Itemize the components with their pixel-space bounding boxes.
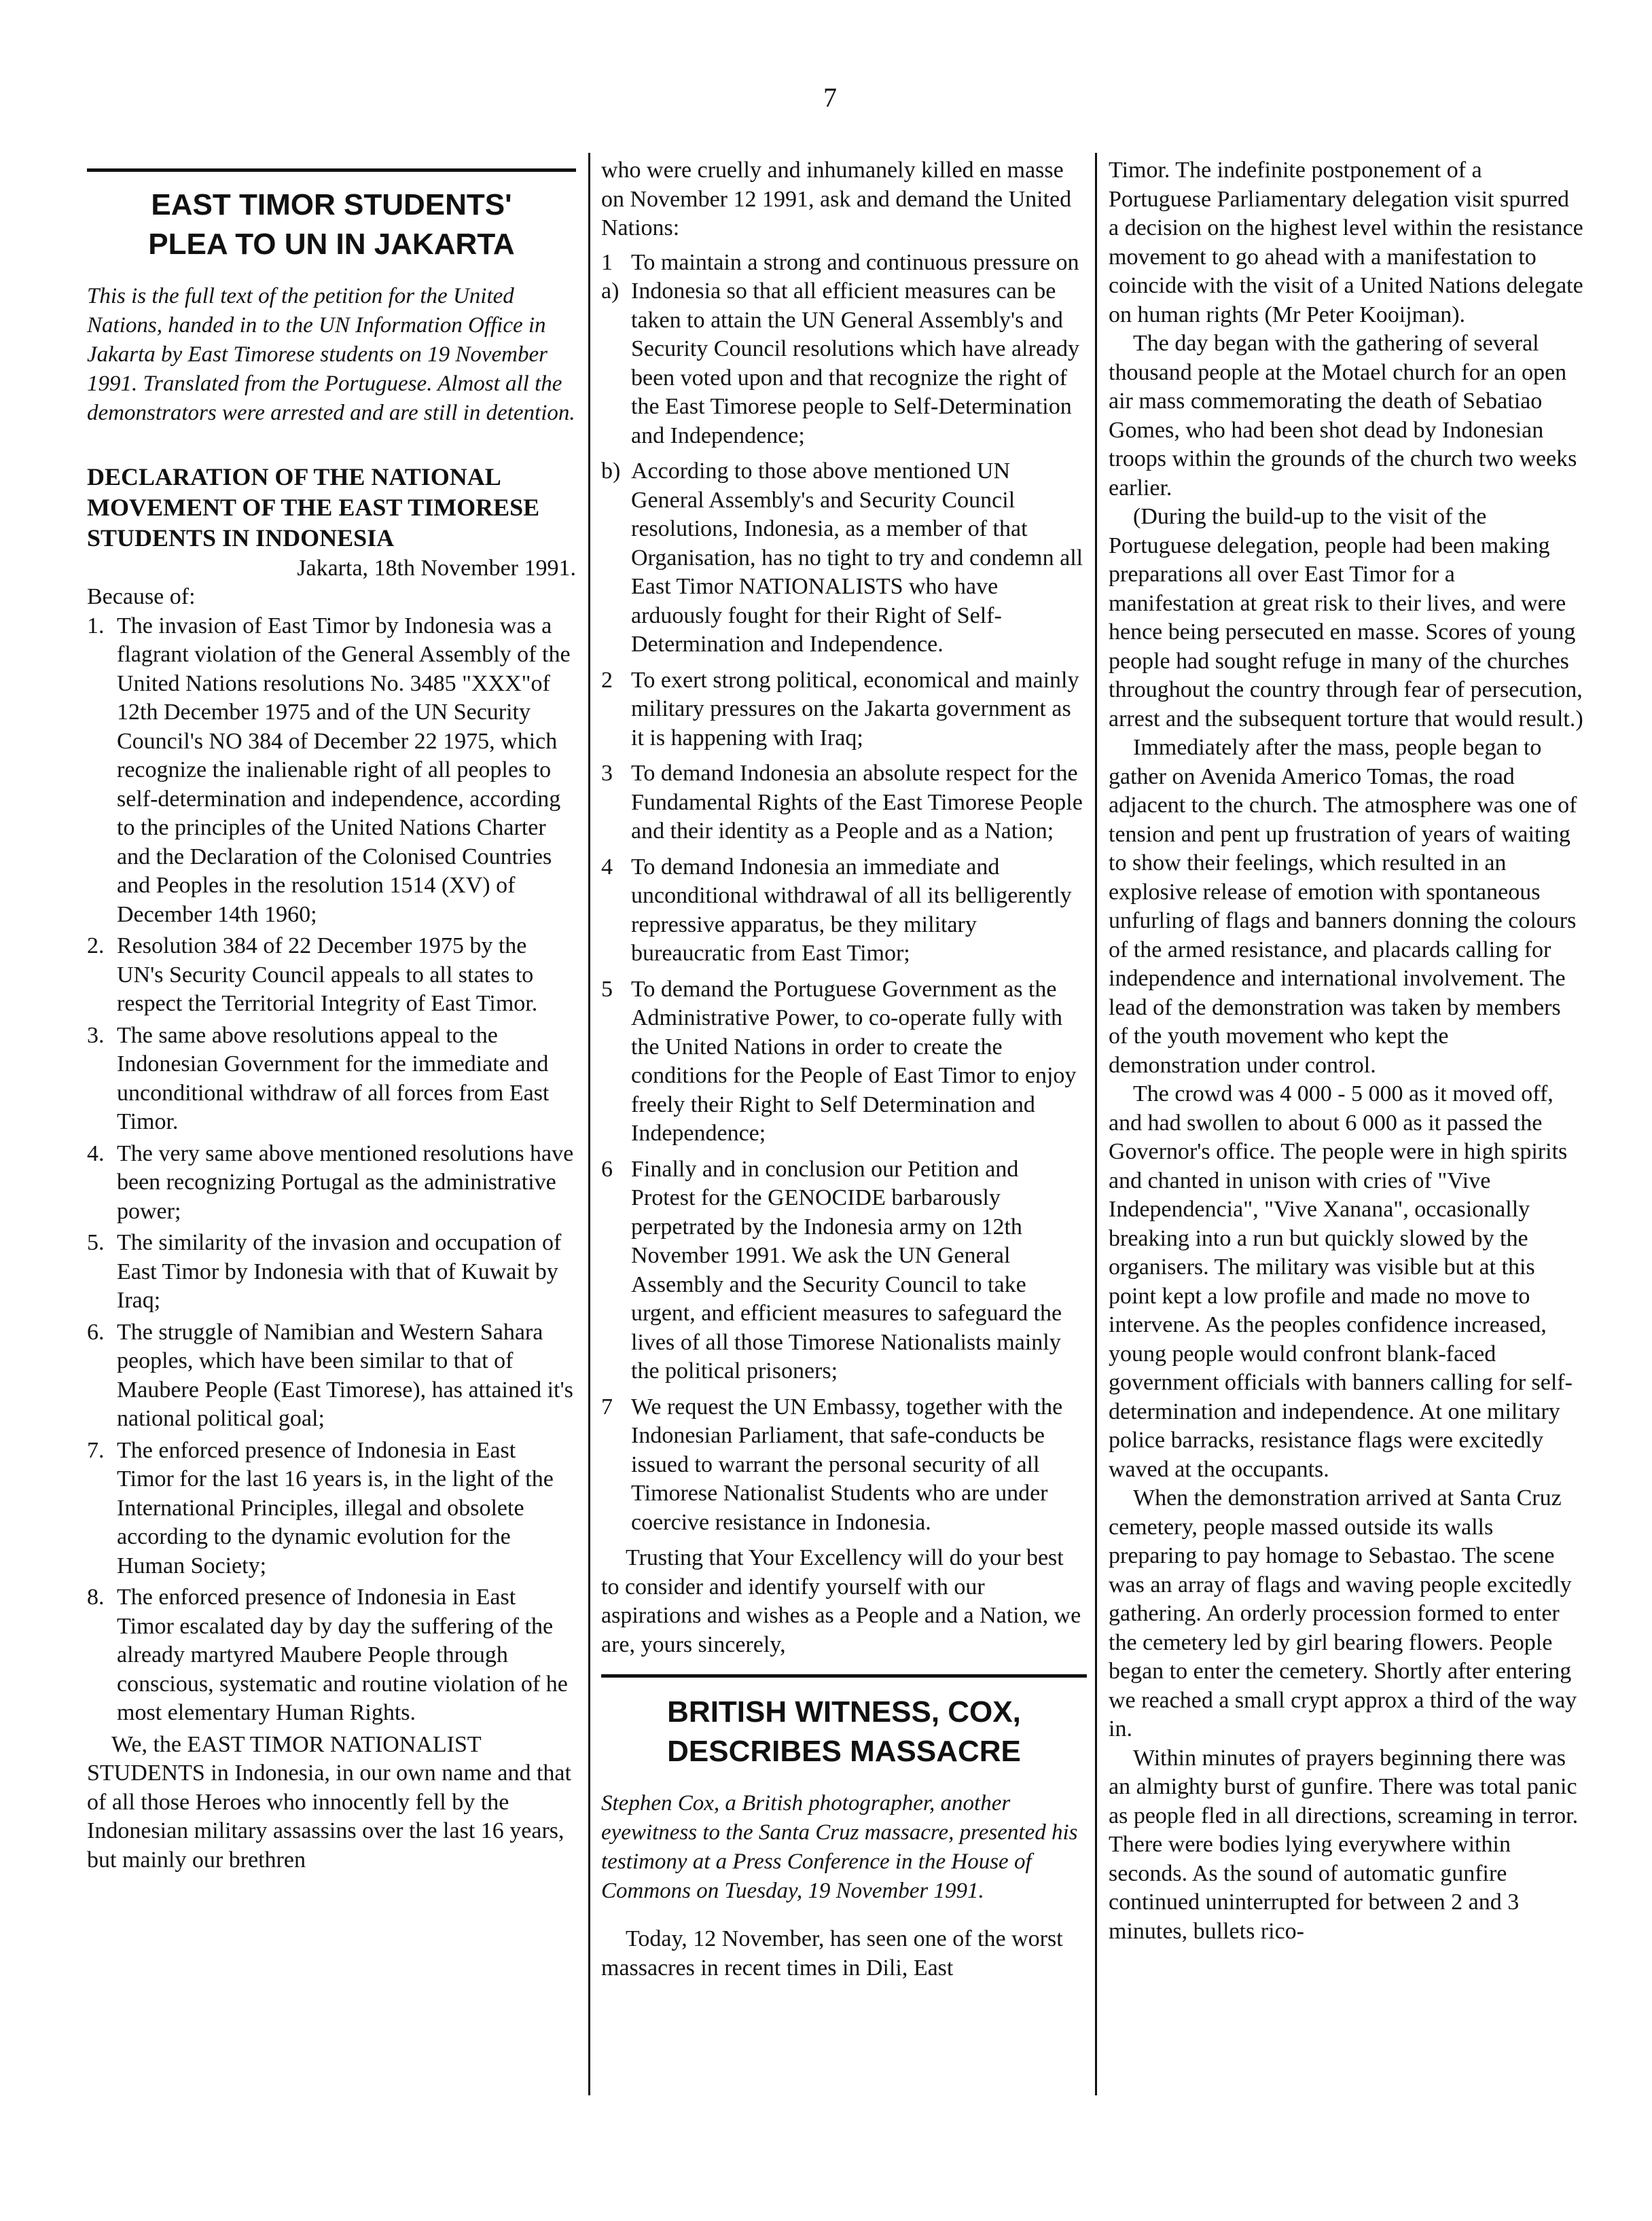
item-number: 6	[601, 1156, 613, 1182]
demands-list	[601, 249, 1087, 1538]
list-item	[87, 1229, 576, 1316]
article2-paragraph-3: (During the build-up to the visit of the Portuguese delegation, people had been making preparations all over East Timor for a manifestation at great risk to their lives, and were hence being persecuted en masse. Scores of young people had sought refuge in many of the churches throughout the country through fear of persecution, arrest and the subsequent torture that would result.)	[1109, 504, 1583, 732]
item-number: 3	[601, 761, 613, 786]
item-number: 3.	[87, 1022, 105, 1048]
because-label: Because of:	[87, 584, 196, 609]
item-number: 4.	[87, 1140, 105, 1166]
article2-paragraph-1: Today, 12 November, has seen one of the worst massacres in recent times in Dili, East	[601, 1926, 1063, 1981]
article2-paragraph-4: Immediately after the mass, people began to gather on Avenida Americo Tomas, the road adjacent to the church. The atmosphere was one of tension and pent up frustration of years of waiting to show their feelings, which resulted in an explosive release of emotion with spontaneous unfurling of flags and banners donning the colours of the armed resistance, and placards calling for independence and international involvement. The lead of the demonstration was taken by members of the youth movement who kept the demonstration under control.	[1109, 735, 1577, 1078]
column-divider	[1095, 153, 1097, 2095]
continuation-paragraph: who were cruelly and inhumanely killed en masse on November 12 1991, ask and demand the United Nations:	[601, 158, 1072, 240]
column-1	[87, 156, 576, 1875]
article1-headline-line2: PLEA TO UN IN JAKARTA	[148, 228, 515, 261]
item-number: 8.	[87, 1585, 105, 1610]
item-text: To exert strong political, economical and mainly military pressures on the Jakarta government as it is happening with Iraq;	[631, 667, 1079, 751]
article2-intro: Stephen Cox, a British photographer, another eyewitness to the Santa Cruz massacre, presented his testimony at a Press Conference in the House of Commons on Tuesday, 19 November 1991.	[601, 1791, 1078, 1903]
item-number: 7.	[87, 1437, 105, 1463]
headline-rule	[87, 168, 576, 172]
list-item	[87, 612, 576, 930]
we-paragraph: We, the EAST TIMOR NATIONALIST STUDENTS in Indonesia, in our own name and that of all those Heroes who innocently fell by the Indonesian military assassins over the last 16 years, but mainly our brethren	[87, 1731, 571, 1873]
item-number: 5	[601, 976, 613, 1002]
list-item	[601, 249, 1087, 451]
page-number: 7	[823, 82, 837, 113]
list-item	[87, 1583, 576, 1728]
item-text: The enforced presence of Indonesia in East Timor for the last 16 years is, in the light of the International Principles, illegal and obsolete according to the dynamic evolution for the Human Society;	[117, 1437, 554, 1578]
article2-paragraph-5: The crowd was 4 000 - 5 000 as it moved off, and had swollen to about 6 000 as it passed the Governor's office. The people were in high spirits and chanted in unison with cries of "Vive Independencia", "Vive Xanana", occasionally breaking into a run but quickly slowed by the organisers. The military was visible but at this point kept a low profile and made no move to intervene. As the peoples confidence increased, young people would confront blank-faced government officials with banners calling for self-determination and independence. At one military police barracks, resistance flags were excitedly waved at the occupants.	[1109, 1081, 1573, 1482]
item-text: The very same above mentioned resolutions have been recognizing Portugal as the administrative power;	[117, 1140, 574, 1224]
item-number: 6.	[87, 1319, 105, 1345]
closing-paragraph: Trusting that Your Excellency will do your best to consider and identify yourself with our aspirations and wishes as a People and a Nation, we are, yours sincerely,	[601, 1545, 1081, 1657]
item-text: To demand Indonesia an immediate and unconditional withdrawal of all its belligerently repressive apparatus, be they military bureaucratic from East Timor;	[631, 854, 1072, 966]
list-item	[601, 1393, 1087, 1538]
item-text: To maintain a strong and continuous pressure on Indonesia so that all efficient measures can be taken to attain the UN General Assembly's and Security Council resolutions which have already been voted upon and that recognize the right of the East Timorese people to Self-Determination and Independence;	[631, 249, 1079, 448]
item-text: The invasion of East Timor by Indonesia was a flagrant violation of the General Assembly of the United Nations resolutions No. 3485 "XXX"of 12th December 1975 and of the UN Security Council's NO 384 of December 22 1975, which recognize the inalienable right of all peoples to self-determination and independence, according to the principles of the United Nations Charter and the Declaration of the Colonised Countries and Peoples in the resolution 1514 (XV) of December 14th 1960;	[117, 613, 571, 927]
item-text: To demand Indonesia an absolute respect for the Fundamental Rights of the East Timorese People and their identity as a People and as a Nation;	[631, 761, 1083, 844]
item-number: 7	[601, 1394, 613, 1420]
reasons-list	[87, 612, 576, 1728]
list-item	[87, 1318, 576, 1434]
list-item	[601, 457, 1087, 660]
item-number: 1.	[87, 613, 105, 638]
item-number: 1 a)	[601, 249, 620, 304]
article2-paragraph-7: Within minutes of prayers beginning there was an almighty burst of gunfire. There was total panic as people fled in all directions, screaming in terror. There were bodies lying everywhere within seconds. As the sound of automatic gunfire continued uninterrupted for between 2 and 3 minutes, bullets rico-	[1109, 1745, 1579, 1944]
article2-paragraph-6: When the demonstration arrived at Santa Cruz cemetery, people massed outside its walls preparing to pay homage to Sebastao. The scene was an array of flags and waving people excitedly gathering. An orderly procession formed to enter the cemetery led by girl bearing flowers. People began to enter the cemetery. Shortly after entering we reached a small crypt approx a third of the way in.	[1109, 1485, 1577, 1741]
list-item	[601, 1155, 1087, 1386]
list-item	[87, 932, 576, 1019]
article1-intro: This is the full text of the petition for the United Nations, handed in to the UN Information Office in Jakarta by East Timorese students on 19 November 1991. Translated from the Portuguese. Almost all the demonstrators were arrested and are still in detention.	[87, 284, 575, 425]
column-divider	[588, 153, 590, 2095]
article2-paragraph-1-continued: Timor. The indefinite postponement of a Portuguese Parliamentary delegation visit spurred a decision on the highest level within the resistance movement to go ahead with a manifestation to coincide with the visit of a United Nations delegate on human rights (Mr Peter Kooijman).	[1109, 158, 1583, 327]
list-item	[87, 1437, 576, 1581]
item-text: The similarity of the invasion and occupation of East Timor by Indonesia with that of Kuwait by Iraq;	[117, 1230, 562, 1313]
column-2	[601, 156, 1087, 1983]
list-item	[601, 666, 1087, 753]
article2-headline-line1: BRITISH WITNESS, COX,	[667, 1695, 1021, 1729]
item-text: To demand the Portuguese Government as the Administrative Power, to co-operate fully with the United Nations in order to create the conditions for the People of East Timor to enjoy freely their Right to Self Determination and Independence;	[631, 976, 1077, 1146]
item-text: The enforced presence of Indonesia in East Timor escalated day by day the suffering of the already martyred Maubere People through conscious, systematic and routine violation of he most elementary Human Rights.	[117, 1585, 568, 1725]
list-item	[601, 759, 1087, 846]
item-text: The same above resolutions appeal to the Indonesian Government for the immediate and unconditional withdraw of all forces from East Timor.	[117, 1022, 550, 1134]
item-text: We request the UN Embassy, together with the Indonesian Parliament, that safe-conducts be issued to warrant the personal security of all Timorese Nationalist Students who are under coercive resistance in Indonesia.	[631, 1394, 1063, 1535]
item-text: Resolution 384 of 22 December 1975 by the UN's Security Council appeals to all states to respect the Territorial Integrity of East Timor.	[117, 933, 538, 1016]
article1-headline-line1: EAST TIMOR STUDENTS'	[151, 188, 512, 221]
list-item	[87, 1140, 576, 1227]
item-text: The struggle of Namibian and Western Sahara peoples, which have been similar to that of Maubere People (East Timorese), has attained it's national political goal;	[117, 1319, 573, 1431]
list-item	[601, 853, 1087, 969]
article1-headline	[87, 185, 576, 264]
article2-headline	[601, 1693, 1087, 1771]
item-text: According to those above mentioned UN General Assembly's and Security Council resolutions, Indonesia, as a member of that Organisation, has no tight to try and condemn all East Timor NATIONALISTS who have arduously fought for their Right of Self-Determination and Independence.	[631, 458, 1083, 657]
article2-paragraph-2: The day began with the gathering of several thousand people at the Motael church for an open air mass commemorating the death of Sebatiao Gomes, who had been shot dead by Indonesian troops within the grounds of the church two weeks earlier.	[1109, 331, 1577, 501]
item-text: Finally and in conclusion our Petition and Protest for the GENOCIDE barbarously perpetrated by the Indonesia army on 12th November 1991. We ask the UN General Assembly and the Security Council to take urgent, and efficient measures to safeguard the lives of all those Timorese Nationalists mainly the political prisoners;	[631, 1156, 1062, 1384]
item-number: b)	[601, 458, 621, 484]
column-3	[1109, 156, 1584, 1946]
declaration-subhead: DECLARATION OF THE NATIONAL MOVEMENT OF THE EAST TIMORESE STUDENTS IN INDONESIA	[87, 463, 540, 552]
article2-section	[601, 1674, 1087, 1983]
list-item	[87, 1022, 576, 1137]
headline-rule	[601, 1674, 1087, 1678]
item-number: 4	[601, 854, 613, 880]
list-item	[601, 975, 1087, 1149]
declaration-dateline: Jakarta, 18th November 1991.	[297, 556, 576, 581]
item-number: 5.	[87, 1230, 105, 1255]
article2-headline-line2: DESCRIBES MASSACRE	[667, 1735, 1021, 1768]
item-number: 2.	[87, 933, 105, 958]
item-number: 2	[601, 667, 613, 693]
